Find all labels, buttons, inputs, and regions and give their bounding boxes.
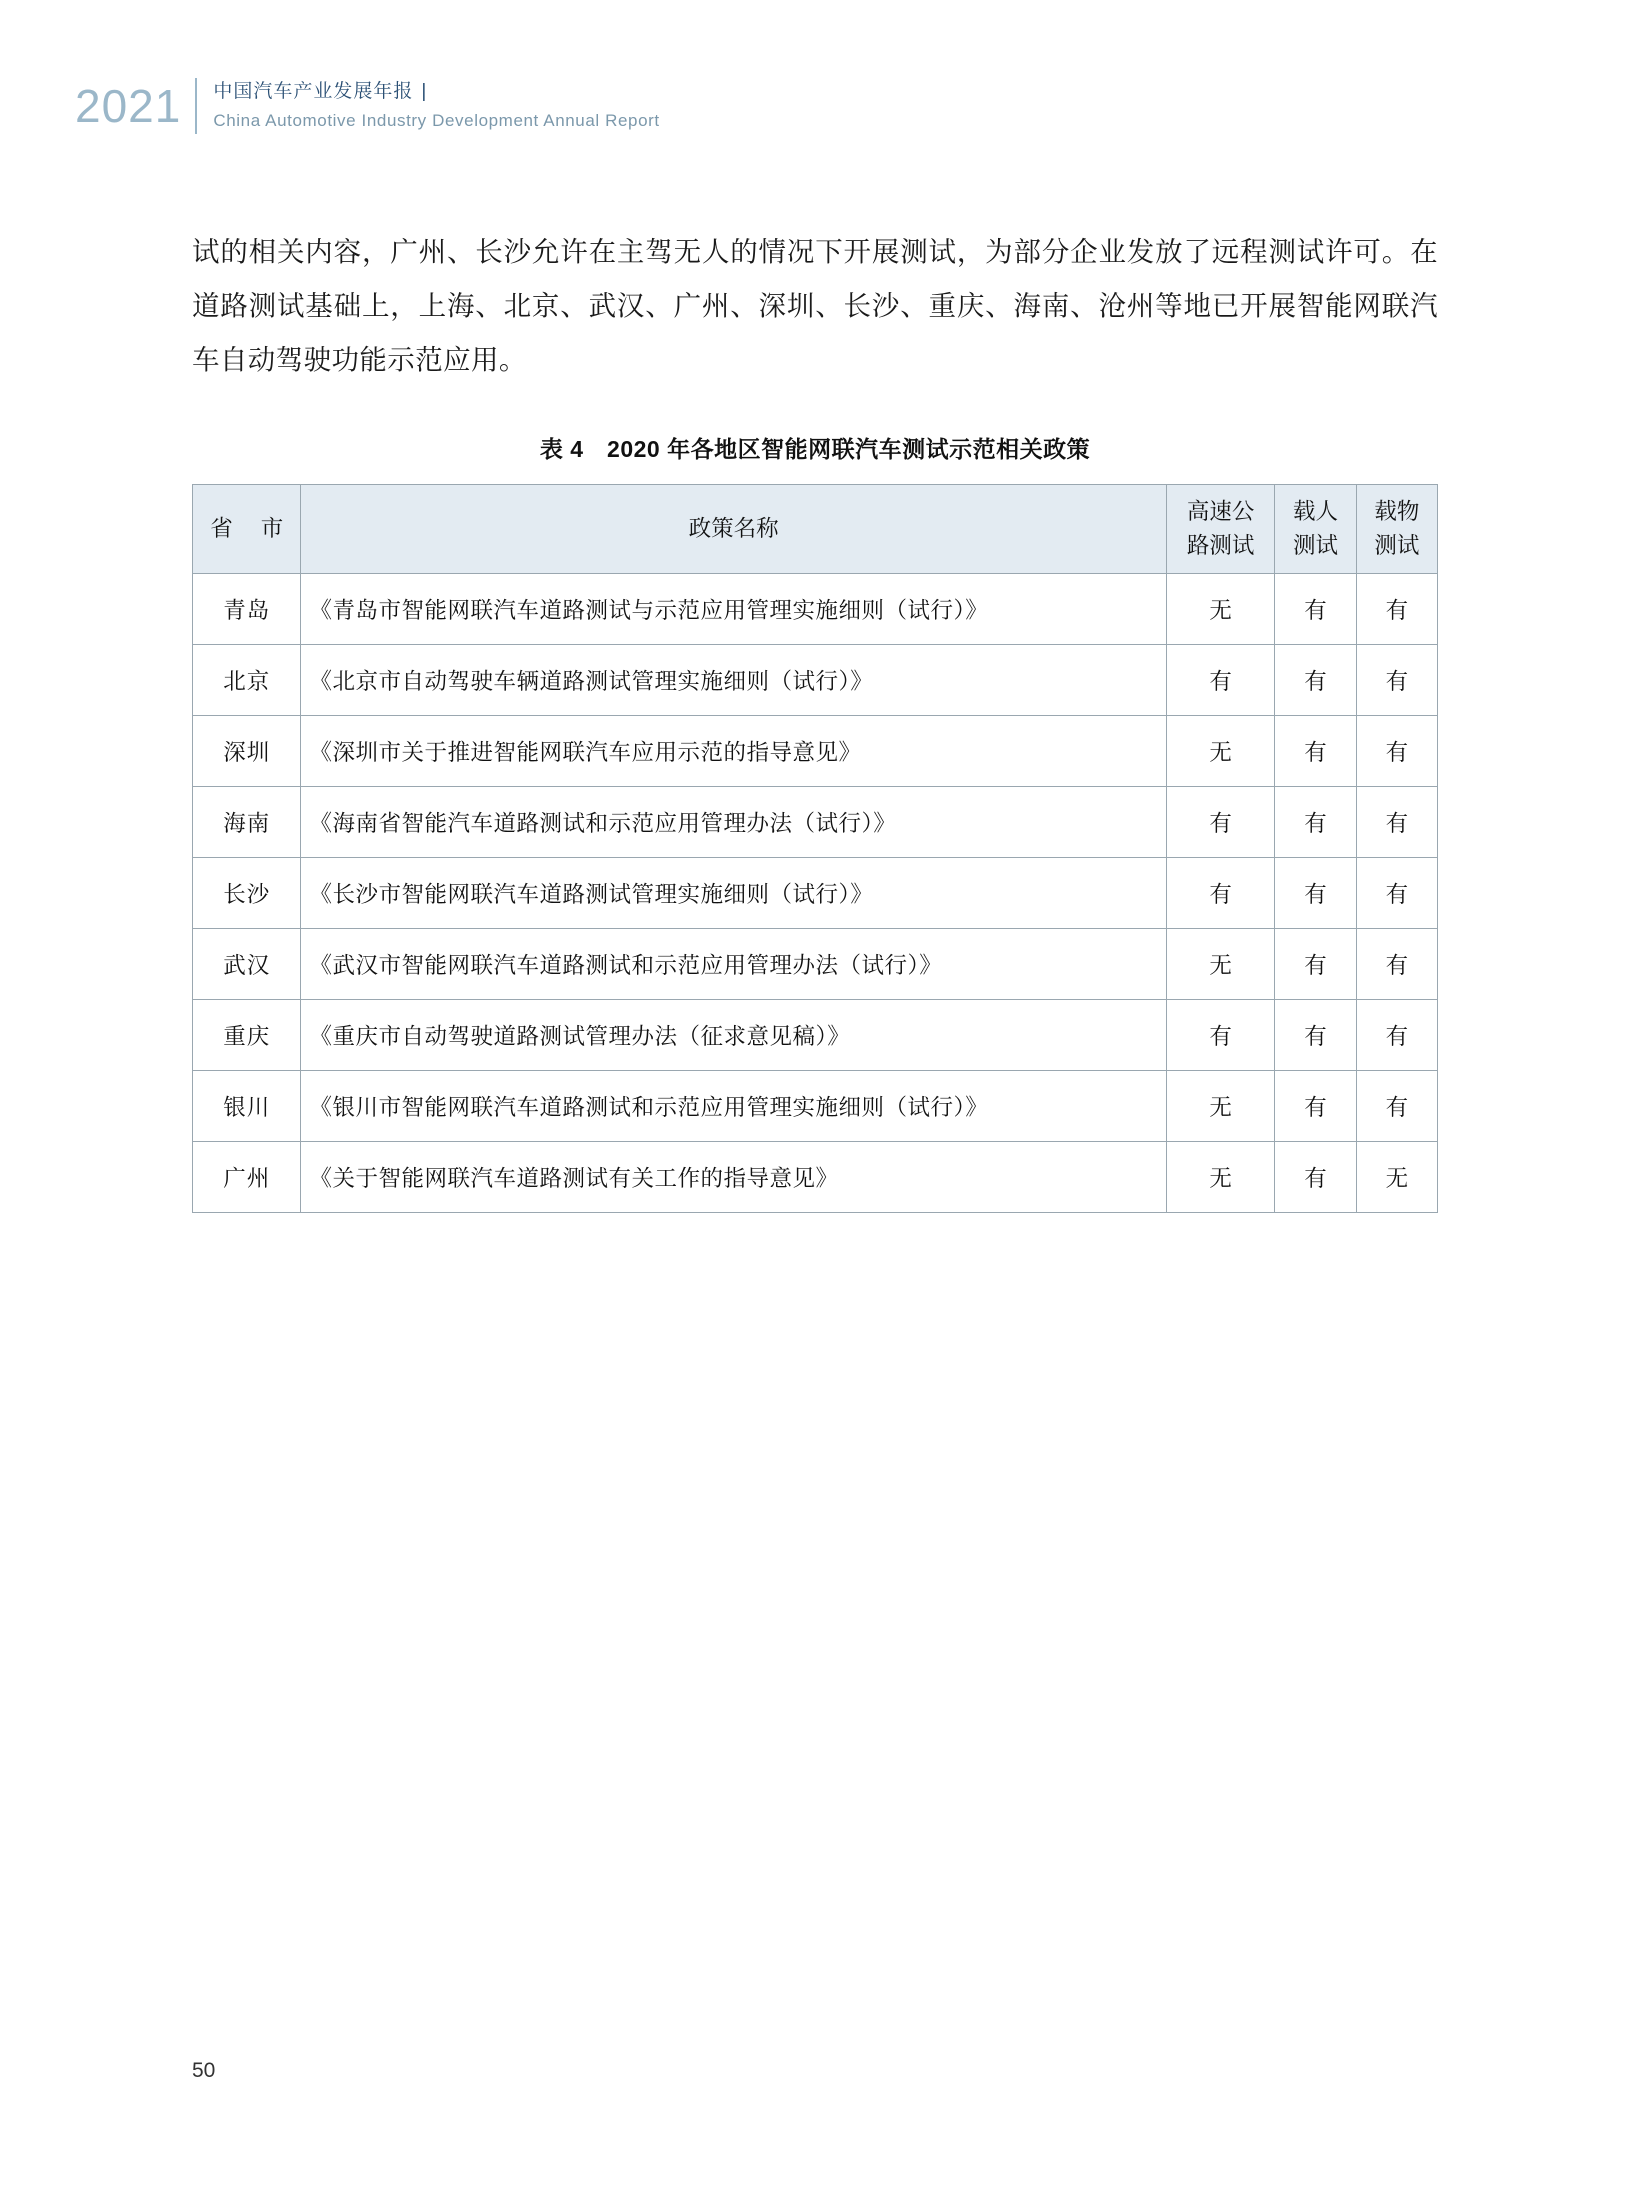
cell-highway-test: 无 bbox=[1166, 574, 1274, 645]
table-row bbox=[193, 1071, 1438, 1142]
cell-cargo-test: 有 bbox=[1356, 645, 1437, 716]
cell-policy-name: 《武汉市智能网联汽车道路测试和示范应用管理办法（试行）》 bbox=[301, 929, 1166, 1000]
cell-province: 长沙 bbox=[193, 858, 301, 929]
policy-table bbox=[192, 484, 1438, 1213]
cell-cargo-test: 有 bbox=[1356, 1000, 1437, 1071]
table-row bbox=[193, 716, 1438, 787]
page-header bbox=[75, 78, 660, 134]
header-title-cn-wrap bbox=[213, 78, 659, 107]
cell-highway-test: 有 bbox=[1166, 645, 1274, 716]
header-titles bbox=[213, 78, 659, 134]
table-row bbox=[193, 787, 1438, 858]
cell-cargo-test: 有 bbox=[1356, 716, 1437, 787]
body-paragraph: 试的相关内容，广州、长沙允许在主驾无人的情况下开展测试，为部分企业发放了远程测试许可。在道路测试基础上，上海、北京、武汉、广州、深圳、长沙、重庆、海南、沧州等地已开展智能网联汽车自动驾驶功能示范应用。 bbox=[192, 236, 1438, 375]
cell-cargo-test: 有 bbox=[1356, 929, 1437, 1000]
cell-policy-name: 《海南省智能汽车道路测试和示范应用管理办法（试行）》 bbox=[301, 787, 1166, 858]
table-row bbox=[193, 645, 1438, 716]
main-content bbox=[192, 225, 1438, 1213]
cell-policy-name: 《长沙市智能网联汽车道路测试管理实施细则（试行）》 bbox=[301, 858, 1166, 929]
cell-highway-test: 有 bbox=[1166, 1000, 1274, 1071]
column-header-cargo-test-line1: 载物 bbox=[1374, 499, 1420, 524]
cell-province: 广州 bbox=[193, 1142, 301, 1213]
column-header-highway-test-line1: 高速公 bbox=[1186, 499, 1255, 524]
column-header-province-city bbox=[193, 485, 301, 574]
column-header-province: 省 bbox=[210, 516, 233, 541]
cell-passenger-test: 有 bbox=[1275, 645, 1356, 716]
table-row bbox=[193, 574, 1438, 645]
table-body bbox=[193, 574, 1438, 1213]
page-number: 50 bbox=[192, 2059, 216, 2082]
header-title-cn: 中国汽车产业发展年报 bbox=[213, 81, 414, 103]
cell-province: 北京 bbox=[193, 645, 301, 716]
cell-cargo-test: 有 bbox=[1356, 1071, 1437, 1142]
column-header-passenger-test-line2: 测试 bbox=[1292, 533, 1338, 558]
cell-province: 海南 bbox=[193, 787, 301, 858]
column-header-passenger-test-line1: 载人 bbox=[1292, 499, 1338, 524]
cell-passenger-test: 有 bbox=[1275, 858, 1356, 929]
header-divider bbox=[195, 78, 197, 134]
cell-highway-test: 无 bbox=[1166, 1071, 1274, 1142]
column-header-cargo-test bbox=[1356, 485, 1437, 574]
cell-province: 重庆 bbox=[193, 1000, 301, 1071]
cell-passenger-test: 有 bbox=[1275, 574, 1356, 645]
table-row bbox=[193, 1000, 1438, 1071]
table-row bbox=[193, 858, 1438, 929]
cell-policy-name: 《青岛市智能网联汽车道路测试与示范应用管理实施细则（试行）》 bbox=[301, 574, 1166, 645]
header-title-en: China Automotive Industry Development Annual Report bbox=[213, 110, 660, 130]
cell-highway-test: 无 bbox=[1166, 716, 1274, 787]
column-header-policy-name: 政策名称 bbox=[301, 485, 1166, 574]
cell-highway-test: 有 bbox=[1166, 858, 1274, 929]
cell-highway-test: 有 bbox=[1166, 787, 1274, 858]
table-caption: 表 4 2020 年各地区智能网联汽车测试示范相关政策 bbox=[539, 436, 1091, 462]
cell-highway-test: 无 bbox=[1166, 1142, 1274, 1213]
table-row bbox=[193, 929, 1438, 1000]
table-header-row bbox=[193, 485, 1438, 574]
header-title-cn-bar: | bbox=[421, 81, 428, 103]
cell-passenger-test: 有 bbox=[1275, 716, 1356, 787]
cell-passenger-test: 有 bbox=[1275, 1071, 1356, 1142]
column-header-highway-test bbox=[1166, 485, 1274, 574]
cell-passenger-test: 有 bbox=[1275, 929, 1356, 1000]
cell-province: 青岛 bbox=[193, 574, 301, 645]
cell-highway-test: 无 bbox=[1166, 929, 1274, 1000]
cell-policy-name: 《深圳市关于推进智能网联汽车应用示范的指导意见》 bbox=[301, 716, 1166, 787]
cell-passenger-test: 有 bbox=[1275, 787, 1356, 858]
cell-passenger-test: 有 bbox=[1275, 1000, 1356, 1071]
cell-province: 武汉 bbox=[193, 929, 301, 1000]
cell-cargo-test: 有 bbox=[1356, 787, 1437, 858]
cell-policy-name: 《北京市自动驾驶车辆道路测试管理实施细则（试行）》 bbox=[301, 645, 1166, 716]
header-year: 2021 bbox=[75, 80, 182, 132]
cell-policy-name: 《关于智能网联汽车道路测试有关工作的指导意见》 bbox=[301, 1142, 1166, 1213]
cell-province: 深圳 bbox=[193, 716, 301, 787]
column-header-cargo-test-line2: 测试 bbox=[1374, 533, 1420, 558]
cell-passenger-test: 有 bbox=[1275, 1142, 1356, 1213]
column-header-highway-test-line2: 路测试 bbox=[1186, 533, 1255, 558]
column-header-passenger-test bbox=[1275, 485, 1356, 574]
column-header-city: 市 bbox=[260, 516, 284, 541]
table-row bbox=[193, 1142, 1438, 1213]
cell-cargo-test: 有 bbox=[1356, 574, 1437, 645]
cell-cargo-test: 有 bbox=[1356, 858, 1437, 929]
cell-policy-name: 《银川市智能网联汽车道路测试和示范应用管理实施细则（试行）》 bbox=[301, 1071, 1166, 1142]
cell-cargo-test: 无 bbox=[1356, 1142, 1437, 1213]
cell-province: 银川 bbox=[193, 1071, 301, 1142]
cell-policy-name: 《重庆市自动驾驶道路测试管理办法（征求意见稿）》 bbox=[301, 1000, 1166, 1071]
